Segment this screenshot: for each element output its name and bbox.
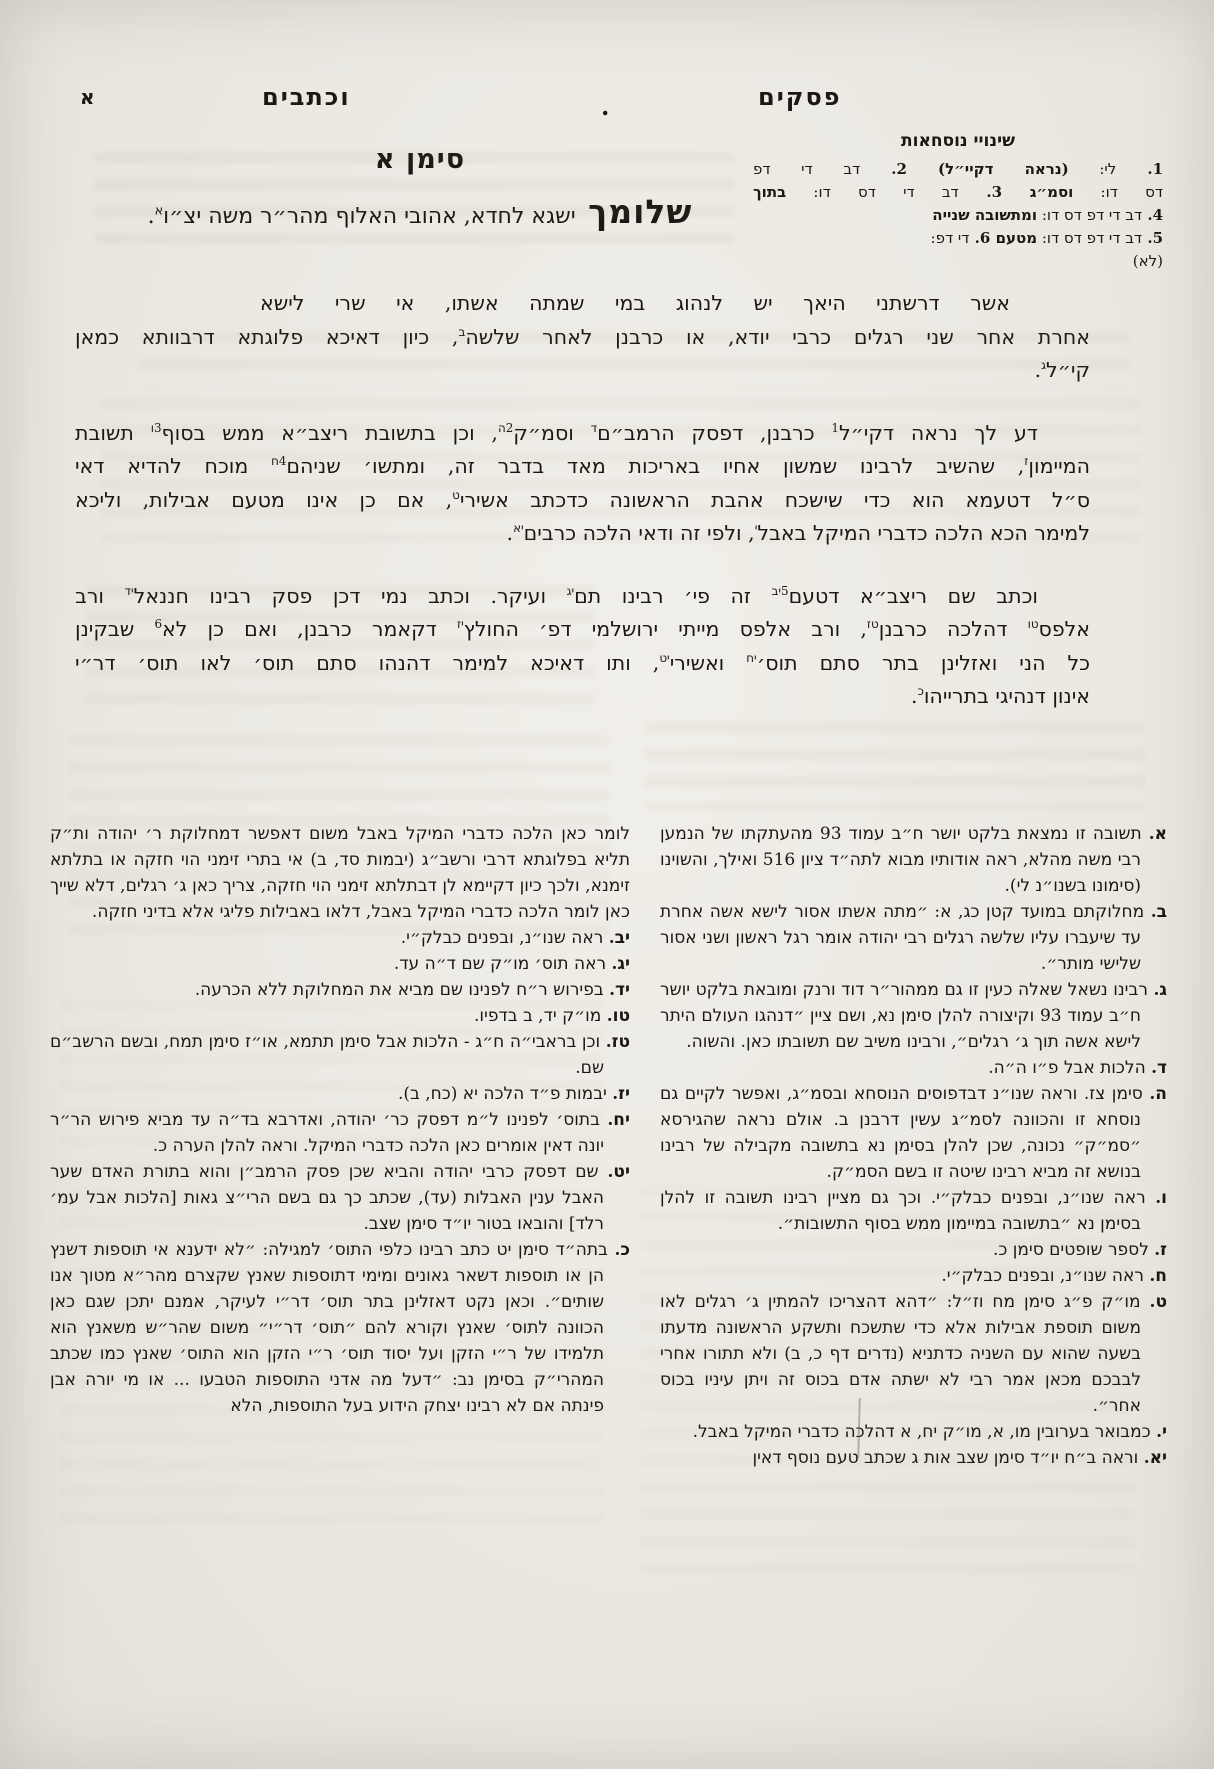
bleed-through-artifact [645, 722, 1145, 810]
text-line [75, 417, 1090, 451]
center-dot-artifact: . [601, 92, 610, 121]
footnote-label: יג. [611, 954, 630, 974]
footnote: ח. ראה שנו״נ, ובפנים כבלק״י. [941, 1266, 1167, 1286]
text-segment: , אם כן אינו מטעם אבילות, וליכא [75, 487, 453, 512]
note-reference-mark: יח [746, 650, 757, 665]
text-line [75, 321, 1090, 355]
text-segment: 5. [1142, 229, 1163, 247]
footnote: טז. וכן בראבי״ה ח״ג - הלכות אבל סימן תתמא, או״ז סימן תמח, ובשם הרשב״ם שם. [50, 1032, 630, 1078]
footnote: טו. מו״ק יד, ב בדפיו. [473, 1006, 630, 1026]
text-segment: (נראה דקיי״ל) [906, 160, 1069, 178]
footnote-label: ג. [1153, 980, 1167, 1000]
footnote: ב. מחלוקתם במועד קטן כג, א: ״מתה אשתו אסור לישא אשה אחרת עד שיעברו עליו שלשה רגלים רבי יהודה אומר רגל ראשון ושני אסור שלישי מותר״. [660, 902, 1167, 974]
text-line [75, 680, 1090, 714]
text-segment: דב די דפ דס דו: [1037, 229, 1143, 247]
footnote: י. כמבואר בערובין מו, א, מו״ק יח, א דהלכה כדברי המיקל באבל. [692, 1422, 1167, 1442]
note-reference-mark: ח [271, 454, 279, 469]
footnote: א. תשובה זו נמצאת בלקט יושר ח״ב עמוד 93 מהעתקתו של הנמען רבי משה מהלא, ראה אודותיו מבוא לתה״ד ציון 516 ואילך, והשוינו (סימונו בשנו״נ לי). [660, 824, 1167, 896]
footnote-label: יב. [608, 928, 630, 948]
body-paragraph [75, 287, 1090, 388]
footnote: ו. ראה שנו״נ, ובפנים כבלק״י. וכך גם מציין רבינו תשובה זו להלן בסימן נא ״בתשובה במיימון ממש בסוף התשובות״. [660, 1188, 1167, 1234]
text-segment: בתוך [753, 183, 787, 201]
footnote-label: ז. [1154, 1240, 1167, 1260]
text-segment: . [506, 521, 514, 545]
note-reference-mark: ב [458, 324, 466, 339]
footnote-label: ב. [1150, 902, 1167, 922]
header-title-pesakim: פסקים [758, 82, 842, 111]
text-segment: דב די דס דו: [786, 183, 959, 201]
footnote-label: ד. [1151, 1058, 1167, 1078]
text-segment: ואשירי [669, 650, 747, 675]
text-segment: המיימון [1028, 454, 1091, 478]
text-segment: אחרת אחר שני רגלים כרבי יודא, או כרבנן לאחר שלשה [465, 324, 1090, 349]
responsum-text [75, 287, 1090, 714]
body-paragraph [75, 580, 1090, 714]
footnote-label: יד. [609, 980, 630, 1000]
text-segment: ומתשובה שנייה [932, 206, 1038, 224]
variant-line [753, 227, 1163, 250]
text-segment: ישגא לחדא, אהובי האלוף מהר״ר משה יצ״ו [163, 204, 576, 229]
footnote-label: יט. [607, 1162, 630, 1182]
note-reference-mark: כ [917, 684, 924, 699]
text-segment: 6. [969, 229, 991, 247]
text-segment: , שהשיב לרבינו שמשון אחיו באריכות מאד בדבר זה, ומתשו׳ שניהם [286, 454, 1025, 478]
footnote: כ. בתה״ד סימן יט כתב רבינו כלפי התוס׳ למגילה: ״לא ידענא אי תוספות דשנץ הן או תוספות דשאר גאונים ומימי דתוספות שאנץ שקצרם מהר״א מטוך אנו שותים״. וכאן נקט דאזלינן בתר תוס׳ דר״י לעיקר, אמנם יתכן שגם כאן הכוונה לתוס׳ שאנץ וקורא להם ״תוס׳ דר״י״ משום שהר״ש משאנץ הוא תלמידו של ר״י הזקן ועל יסוד תוס׳ ר״י הזקן הוא התוס׳ שאנץ כמו שכתב המהרי״ק בסימן נב: ״דעל מה אדני התוספות הטבעו ... או מי יורה אבן פינתה אם לא רבינו יצחק הידוע בעל התוספות, הלא [50, 1240, 630, 1416]
text-segment: , וכן בתשובת ריצב״א ממש בסוף [161, 420, 498, 445]
note-reference-mark: יא [513, 521, 524, 536]
footnote: יא. וראה ב״ח יו״ד סימן שצב אות ג שכתב טעם נוסף דאין [752, 1448, 1167, 1468]
variant-line [753, 158, 1163, 181]
footnotes-right-column [660, 821, 1167, 1471]
text-line [75, 517, 1090, 551]
footnote: ד. הלכות אבל פ״ו ה״ה. [988, 1058, 1167, 1078]
page-number-letter: א [80, 85, 95, 109]
text-segment: דב די דפ [753, 160, 861, 178]
text-segment: שלומך [575, 192, 693, 231]
note-reference-mark: יב [771, 583, 782, 598]
text-line [75, 484, 1090, 518]
text-segment: כל הני ואזלינן בתר סתם תוס׳ [756, 650, 1090, 675]
note-reference-mark: א [154, 203, 164, 219]
footnote-continuation: לומר כאן הלכה כדברי המיקל באבל משום דאפשר דמחלוקת ר׳ יהודה ות״ק תליא בפלוגתא דרבי ורשב״ג (יבמות סד, ב) אי בתרי זימני הוי חזקה או בתלתא זימנא, ולכך כיון דקיימא לן דבתלתא זימני הוי חזקה, צריך כאן ג׳ רגלים, דלא שייך כאן לומר הלכה כדברי המיקל באבל, דלאו באבילות פליגי אלא בדיני חזקה. [50, 824, 630, 922]
note-reference-mark: ז [1024, 454, 1029, 469]
footnote-label: ו. [1155, 1188, 1167, 1208]
text-segment: וסמ״ג [1002, 183, 1074, 201]
note-reference-mark: טו [1027, 617, 1039, 632]
header-title-ukhetavim: וכתבים [262, 82, 351, 111]
footnotes-section [50, 821, 1167, 1471]
note-reference-mark: ט [452, 487, 460, 502]
text-segment: . [147, 204, 155, 229]
text-segment: דס דו: [1073, 183, 1164, 201]
siman-title: סימן א [374, 144, 466, 175]
text-segment: דהלכה כרבנן [878, 617, 1028, 641]
note-reference-mark: יג [566, 583, 575, 598]
footnote: יד. בפירוש ר״ח לפנינו שם מביא את המחלוקת ללא הכרעה. [194, 980, 630, 1000]
note-reference-mark: 3 [153, 420, 162, 435]
footnote-label: ה. [1149, 1084, 1167, 1104]
text-segment: קי״ל [1046, 358, 1090, 382]
note-reference-mark: 6 [154, 617, 163, 632]
variant-line [753, 204, 1163, 227]
text-segment: דב די דפ דס דו: [1037, 206, 1143, 224]
text-segment: תשובת [75, 420, 151, 445]
text-segment: אשר דרשתני היאך יש לנהוג במי שמתה אשתו, אי שרי לישא [260, 291, 1010, 315]
note-reference-mark: ג [1041, 358, 1046, 373]
text-segment: ועיקר. וכתב נמי דכן פסק רבינו חננאל [133, 583, 567, 608]
text-line [75, 647, 1090, 681]
footnote-label: יא. [1143, 1448, 1167, 1468]
text-segment: זה פי׳ רבינו תם [574, 583, 772, 608]
text-segment: מטעם [990, 229, 1038, 247]
text-segment: . [1034, 358, 1042, 382]
variant-line [753, 181, 1163, 204]
text-segment: די דפ: [930, 229, 970, 247]
text-segment: 2. [860, 160, 907, 178]
text-segment: ס״ל דטעמא הוא כדי שישכח אהבת הראשונה כדכתב אשירי [459, 487, 1091, 512]
variant-readings-title: שינויי נוסחאות [901, 131, 1015, 151]
variant-readings-section [753, 131, 1163, 273]
text-segment: (לא) [1132, 252, 1163, 270]
footnote-label: כ. [614, 1240, 630, 1260]
footnote-label: ט. [1149, 1292, 1167, 1312]
text-segment: לי: [1068, 160, 1117, 178]
text-segment: 3. [958, 183, 1003, 201]
text-segment: מוכח להדיא דאי [75, 454, 272, 478]
note-reference-mark: יט [659, 650, 670, 665]
text-segment: וסמ״ק [513, 420, 591, 445]
text-segment: אינון דנהיגי בתרייהו [923, 684, 1090, 708]
note-reference-mark: טז [866, 617, 879, 632]
footnote: יז. יבמות פ״ד הלכה יא (כח, ב). [397, 1084, 630, 1104]
footnote-label: י. [1156, 1422, 1167, 1442]
footnote: יח. בתוס׳ לפנינו ל״מ דפסק כר׳ יהודה, ואדרבא בד״ה עד מביא פירוש הר״ר יונה דאין אומרים כאן הלכה כדברי המיקל. וראה להלן הערה כ. [50, 1110, 630, 1156]
opening-salutation-line [75, 192, 765, 231]
footnote: ג. רבינו נשאל שאלה כעין זו גם ממהור״ר דוד ורנק ומובאת בלקט יושר ח״ב עמוד 93 וקיצורה להלן סימן נא, ושם ציין ״דנהגו העולם היתר לישא אשה תוך ג׳ רגלים״, ורבינו משיב שם תשובתו כאן. והשוה. [660, 980, 1167, 1052]
note-reference-mark: ה [497, 420, 506, 435]
text-segment: ורב [75, 583, 125, 608]
footnote-label: א. [1148, 824, 1167, 844]
text-segment: 4. [1142, 206, 1163, 224]
footnote: ז. לספר שופטים סימן כ. [992, 1240, 1167, 1260]
footnote: ט. מו״ק פ״ג סימן מח וז״ל: ״דהא דהצריכו להמתין ג׳ רגלים לאו משום תוספת אבילות אלא כדי שתשכח ותשקע הראשונה מדעתו בשעה שהוא עם השניה כדתניא (נדרים דף כ, ב) ולא תתורו אחרי לבבכם מכאן אמר רבי לא ישתה אדם בכוס זה ויתן עיניו בכוס אחר״. [660, 1292, 1167, 1416]
text-line [75, 580, 1090, 614]
footnote-label: יז. [612, 1084, 630, 1104]
text-segment: , ותו דאיכא למימר דהנהו סתם תוס׳ לאו תוס׳ דר״י [75, 650, 660, 675]
text-segment: דקאמר כרבנן, ואם כן לא [162, 617, 458, 641]
text-line [75, 287, 1090, 321]
note-reference-mark: יז [457, 617, 464, 632]
text-segment: , ולפי זה ודאי הלכה כרבים [523, 521, 755, 545]
text-line [75, 354, 1090, 388]
note-reference-mark: ד [590, 420, 598, 435]
text-segment: . [911, 684, 918, 708]
note-reference-mark: ו [150, 420, 154, 435]
note-reference-mark: יד [124, 583, 134, 598]
note-reference-mark: י [754, 521, 758, 536]
variant-readings-lines [753, 158, 1163, 273]
note-reference-mark: 4 [278, 454, 287, 469]
text-segment: , ורב אלפס מייתי ירושלמי דפ׳ החולץ [463, 617, 867, 641]
text-segment: וכתב שם ריצב״א דטעם [788, 583, 1038, 608]
text-segment: למימר הכא הלכה כדברי המיקל באבל [757, 521, 1090, 545]
siman-heading-area [75, 144, 765, 231]
footnote: ה. סימן צז. וראה שנו״נ דבדפוסים הנוסחא ובסמ״ג, ואפשר לקיים גם נוסחא זו והכוונה לסמ״ג עשין דרבנן ב. אולם נראה שהגירסא ״סמ״ק״ נכונה, שכן להלן בסימן נא בתשובה מקבילה של רבינו בנושא זה מביא רבינו שיטה זו בשם הסמ״ק. [660, 1084, 1167, 1182]
note-reference-mark: 2 [505, 420, 514, 435]
text-line [75, 613, 1090, 647]
text-segment: כרבנן, דפסק הרמב״ם [597, 420, 832, 445]
footnote: יב. ראה שנו״נ, ובפנים כבלק״י. [400, 928, 630, 948]
footnote: יג. ראה תוס׳ מו״ק שם ד״ה עד. [393, 954, 630, 974]
text-segment: אלפס [1038, 617, 1090, 641]
note-reference-mark: 5 [781, 583, 789, 598]
text-segment: 1. [1116, 160, 1163, 178]
footnotes-left-column [50, 821, 630, 1471]
footnote-label: ח. [1149, 1266, 1167, 1286]
text-segment: שבקינן [75, 617, 155, 641]
text-segment: דע לך נראה דקי״ל [838, 420, 1038, 445]
footnote-label: טו. [606, 1006, 630, 1026]
body-paragraph [75, 417, 1090, 551]
text-line [75, 450, 1090, 484]
footnote: יט. שם דפסק כרבי יהודה והביא שכן פסק הרמב״ן והוא בתורת האדם שער האבל ענין האבלות (עד), שכתב כך גם בשם הרי״צ גאות [הלכות אבל עמ׳ רלד] והובאו בטור יו״ד סימן שצב. [50, 1162, 630, 1234]
footnote-label: יח. [607, 1110, 630, 1130]
note-reference-mark: 1 [831, 420, 839, 435]
variant-line [753, 250, 1163, 273]
footnote-label: טז. [605, 1032, 630, 1052]
text-segment: , כיון דאיכא פלוגתא דרבוותא כמאן [75, 324, 459, 349]
